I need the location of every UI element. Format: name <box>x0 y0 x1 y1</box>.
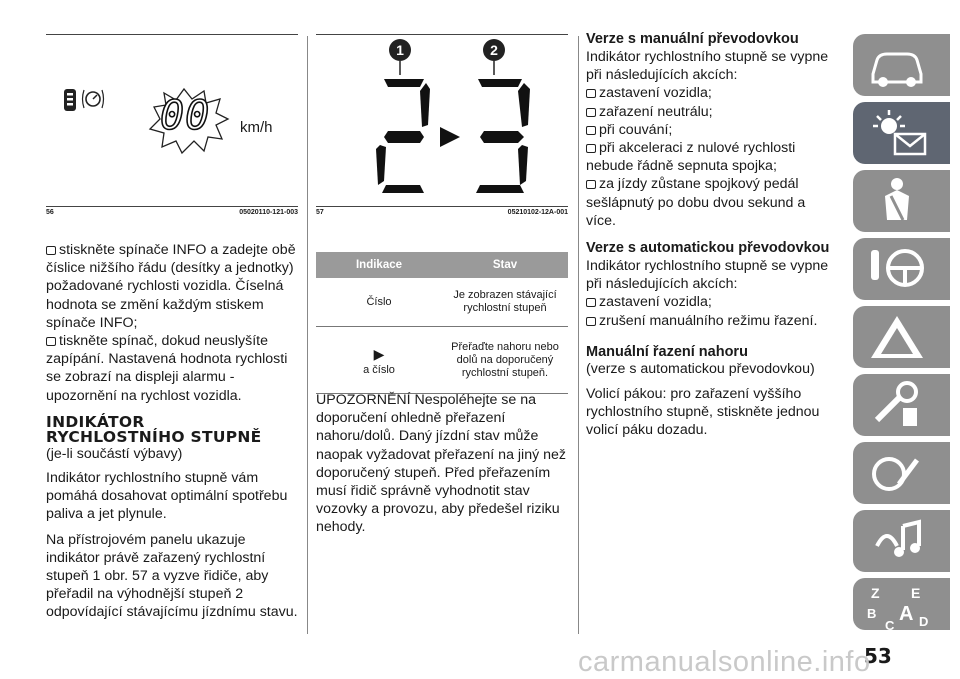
arrow-symbol: ▶ <box>373 345 385 362</box>
bullet-text: tiskněte spínač, dokud neuslyšíte zapípání. Nastavená hodnota rychlosti se zobrazí na displeji alarmu - upozornění na rychlost vozidla. <box>46 333 288 404</box>
figure-code: 05020110-121-003 <box>239 209 298 216</box>
paragraph: Na přístrojovém panelu ukazuje indikátor právě zařazený rychlostní stupeň 1 obr. 57 a vyzve řidiče, aby přeřadil na výhodnější stupeň 2 odpovídající stávajícímu jízdnímu stavu. <box>46 531 298 621</box>
car-icon <box>867 40 927 90</box>
breakdown-icon <box>867 312 927 362</box>
bullet-icon <box>586 89 596 98</box>
table-cell: Číslo <box>316 278 442 327</box>
auto-heading: Verze s automatickou převodovkou <box>586 240 830 257</box>
table-header-row <box>316 252 568 278</box>
tab-emergency[interactable] <box>853 306 950 368</box>
heading-line: INDIKÁTOR <box>46 412 145 431</box>
marker-1-label: 1 <box>396 42 404 58</box>
svg-text:E: E <box>911 585 921 601</box>
table-row <box>316 327 568 394</box>
speed-warning-icon <box>62 85 122 125</box>
warning-light-icon <box>867 108 937 160</box>
subheading: (verze s automatickou převodovkou) <box>586 360 815 377</box>
wrench-icon <box>867 448 927 498</box>
bullet-icon <box>586 298 596 307</box>
figure-57-gear-display <box>316 34 568 201</box>
paragraph: Indikátor rychlostního stupně vám pomáhá dosahovat optimální spotřebu paliva a jet plynule. <box>46 470 288 523</box>
tab-maintenance[interactable] <box>853 374 950 436</box>
bullet-icon <box>586 126 596 135</box>
gear-indicator-table <box>316 252 568 394</box>
bullet-icon <box>46 246 56 255</box>
warning-paragraph: UPOZORNĚNÍ Nespoléhejte se na doporučení ohledně přeřazení nahoru/dolů. Daný jízdní stav může naopak vyžadovat přeřazení na jiný než doporučený stupeň. Před přeřazením musí řidič správně vyhodnotit stav vozovky a provozu, aby předešel riziku nehody. <box>316 392 567 536</box>
list-item: zařazení neutrálu; <box>586 103 836 121</box>
bullet-text: stiskněte spínače INFO a zadejte obě číslice nižšího řádu (desítky a jednotky) požadované rychlosti vozidla. Číselná hodnota se změní každým stiskem spínače INFO; <box>46 242 296 331</box>
list-item: zastavení vozidla; <box>586 84 836 102</box>
figure-57-caption <box>316 206 568 219</box>
svg-text:B: B <box>867 606 877 621</box>
list-item: zrušení manuálního režimu řazení. <box>586 312 836 330</box>
bullet-icon <box>586 317 596 326</box>
bullet-icon <box>46 337 56 346</box>
column-divider <box>307 36 308 634</box>
shift-arrow-icon <box>440 127 460 147</box>
col1-text <box>46 241 298 629</box>
list-item: za jízdy zůstane spojkový pedál sešlápnutý po dobu dvou sekund a více. <box>586 176 806 229</box>
col3-text <box>586 30 836 447</box>
list-item: při couvání; <box>586 121 836 139</box>
speed-digits: 00 <box>160 93 211 139</box>
figure-56-caption <box>46 206 298 219</box>
table-cell: Přeřaďte nahoru nebo dolů na doporučený rychlostní stupeň. <box>442 327 568 394</box>
list-item: při akceleraci z nulové rychlosti nebude řádně sepnuta spojka; <box>586 140 796 175</box>
speed-unit: km/h <box>240 119 273 136</box>
index-icon <box>867 584 937 632</box>
shift-heading: Manuální řazení nahoru <box>586 343 748 360</box>
paragraph: Volicí pákou: pro zařazení vyššího rychlostního stupně, stiskněte jednou volicí páku dozadu. <box>586 386 820 439</box>
figure-number: 56 <box>46 209 54 216</box>
svg-text:C: C <box>885 618 895 632</box>
bullet-icon <box>586 180 596 189</box>
tab-driving[interactable] <box>853 238 950 300</box>
subheading: (je-li součástí výbavy) <box>46 445 183 462</box>
table-header: Indikace <box>316 252 442 278</box>
watermark: carmanualsonline.info <box>578 646 871 678</box>
bullet-icon <box>586 108 596 117</box>
table-cell <box>316 327 442 394</box>
page-number: 53 <box>864 644 892 668</box>
section-heading <box>46 412 298 446</box>
gear-digit-3 <box>476 79 530 193</box>
figure-56-display <box>46 34 298 201</box>
table-header: Stav <box>442 252 568 278</box>
paragraph: Indikátor rychlostního stupně se vypne při následujících akcích: <box>586 49 829 84</box>
tab-index[interactable] <box>853 578 950 630</box>
tab-dashboard[interactable] <box>853 102 950 164</box>
gear-digit-2 <box>376 79 430 193</box>
service-icon <box>867 380 927 430</box>
figure-code: 05210102-12A-001 <box>507 209 568 216</box>
marker-2-label: 2 <box>490 42 498 58</box>
gear-indicator-illustration <box>316 35 568 201</box>
multimedia-icon <box>867 516 927 566</box>
airbag-icon <box>867 176 927 226</box>
steering-icon <box>867 244 927 294</box>
list-item: zastavení vozidla; <box>586 293 836 311</box>
tab-car-overview[interactable] <box>853 34 950 96</box>
tab-technical[interactable] <box>853 442 950 504</box>
col2-text <box>316 391 568 544</box>
cell-text: a číslo <box>363 363 395 376</box>
tab-safety[interactable] <box>853 170 950 232</box>
bullet-icon <box>586 144 596 153</box>
table-cell: Je zobrazen stávající rychlostní stupeň <box>442 278 568 327</box>
svg-text:D: D <box>919 614 929 629</box>
paragraph: Indikátor rychlostního stupně se vypne při následujících akcích: <box>586 258 829 293</box>
svg-text:A: A <box>899 603 914 625</box>
tab-multimedia[interactable] <box>853 510 950 572</box>
manual-heading: Verze s manuální převodovkou <box>586 31 799 47</box>
table-row <box>316 278 568 327</box>
figure-number: 57 <box>316 209 324 216</box>
column-divider <box>578 36 579 634</box>
heading-line: RYCHLOSTNÍHO STUPNĚ <box>46 427 262 446</box>
svg-text:Z: Z <box>871 585 880 601</box>
